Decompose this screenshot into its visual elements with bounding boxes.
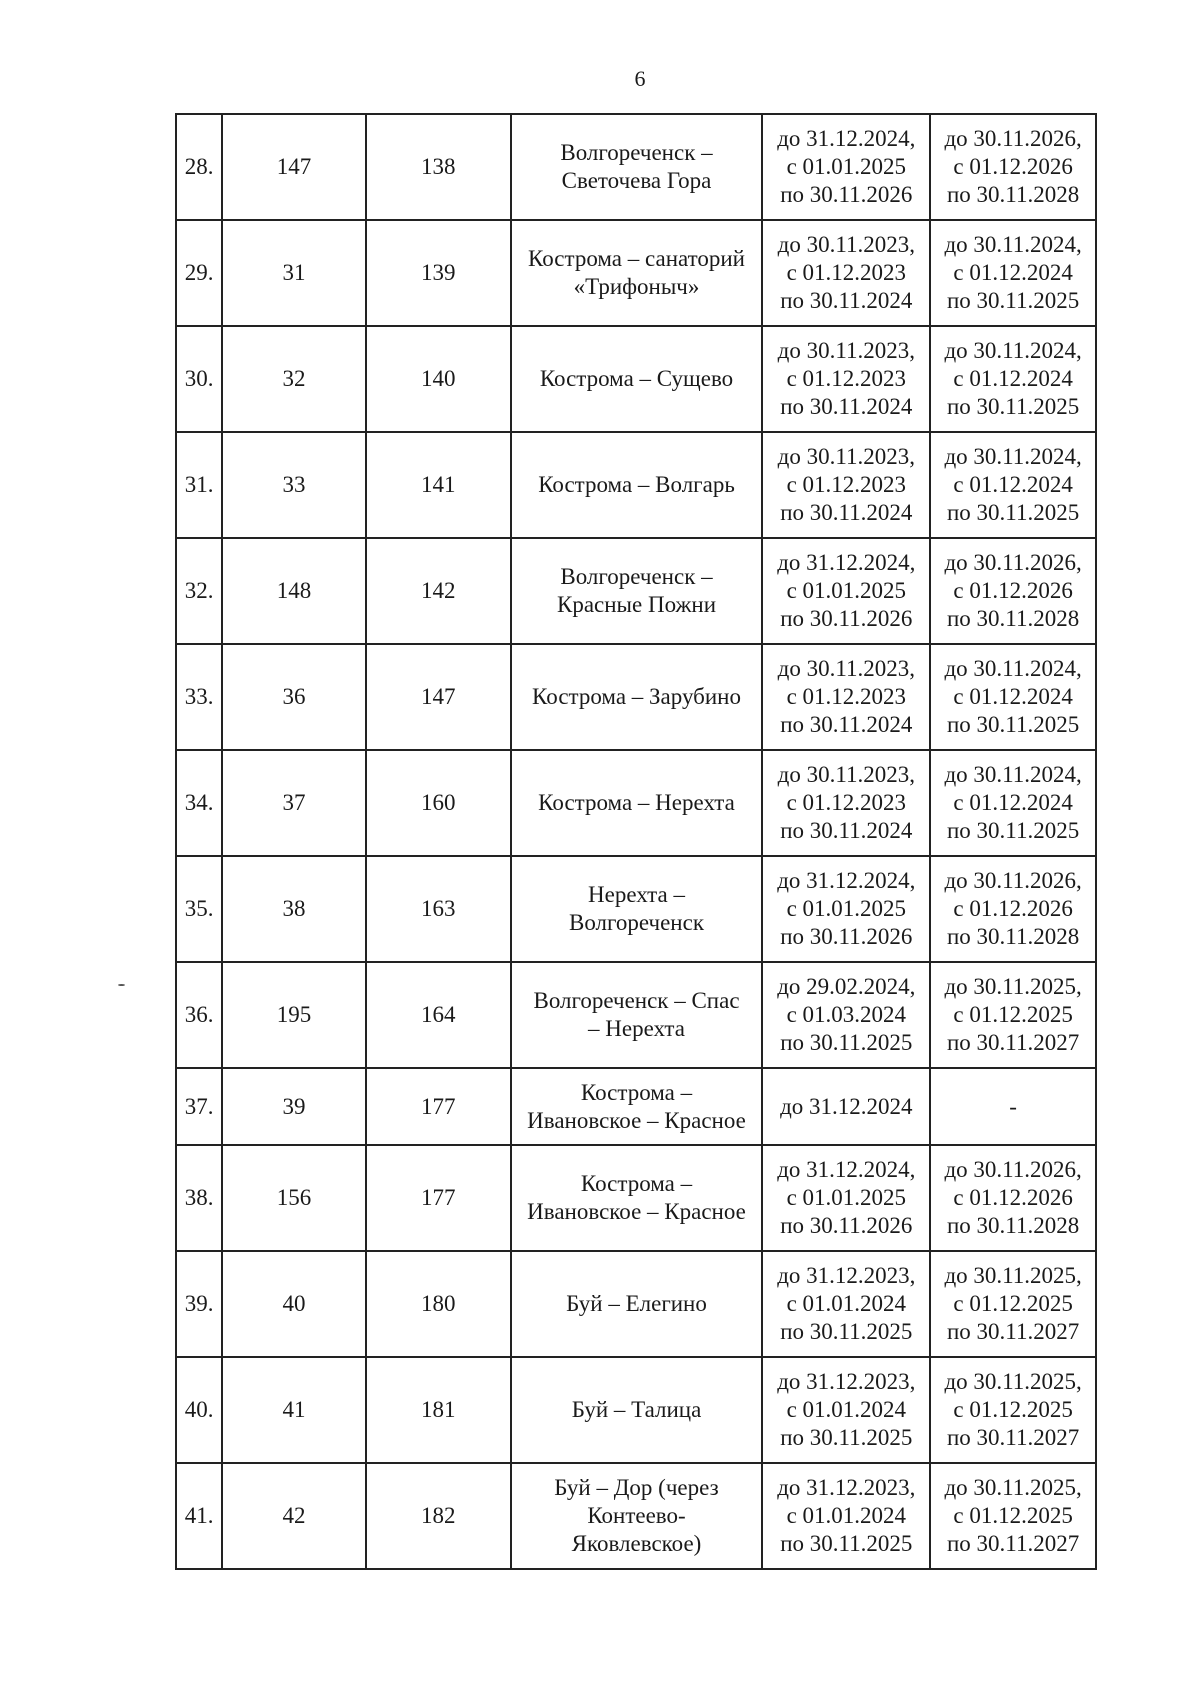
route-number-cell: 138 <box>366 114 511 220</box>
route-name-cell: Кострома – Сущево <box>511 326 763 432</box>
table-row <box>176 326 1096 432</box>
table-row <box>176 750 1096 856</box>
route-number-cell: 180 <box>366 1251 511 1357</box>
row-number-cell: 34. <box>176 750 222 856</box>
period-2-cell: до 30.11.2024, с 01.12.2024 по 30.11.2025 <box>930 750 1096 856</box>
row-number-cell: 32. <box>176 538 222 644</box>
period-2-cell: до 30.11.2026, с 01.12.2026 по 30.11.2028 <box>930 1145 1096 1251</box>
period-1-cell: до 29.02.2024, с 01.03.2024 по 30.11.2025 <box>762 962 930 1068</box>
route-register-number-cell: 195 <box>222 962 366 1068</box>
route-register-number-cell: 38 <box>222 856 366 962</box>
route-register-number-cell: 32 <box>222 326 366 432</box>
row-number-cell: 28. <box>176 114 222 220</box>
period-2-cell: до 30.11.2024, с 01.12.2024 по 30.11.2025 <box>930 326 1096 432</box>
routes-table <box>175 113 1097 1570</box>
row-number-cell: 30. <box>176 326 222 432</box>
row-number-cell: 40. <box>176 1357 222 1463</box>
row-number-cell: 29. <box>176 220 222 326</box>
table-row <box>176 1251 1096 1357</box>
period-2-cell: до 30.11.2026, с 01.12.2026 по 30.11.2028 <box>930 114 1096 220</box>
period-2-cell: до 30.11.2025, с 01.12.2025 по 30.11.2027 <box>930 1463 1096 1569</box>
route-name-cell: Кострома – Волгарь <box>511 432 763 538</box>
route-register-number-cell: 42 <box>222 1463 366 1569</box>
period-2-cell: до 30.11.2026, с 01.12.2026 по 30.11.2028 <box>930 856 1096 962</box>
route-number-cell: 141 <box>366 432 511 538</box>
route-name-cell: Нерехта – Волгореченск <box>511 856 763 962</box>
route-name-cell: Буй – Елегино <box>511 1251 763 1357</box>
page-number: 6 <box>634 66 646 91</box>
route-number-cell: 163 <box>366 856 511 962</box>
table-row <box>176 220 1096 326</box>
period-1-cell: до 31.12.2024, с 01.01.2025 по 30.11.2026 <box>762 856 930 962</box>
period-1-cell: до 31.12.2023, с 01.01.2024 по 30.11.2025 <box>762 1463 930 1569</box>
period-1-cell: до 31.12.2023, с 01.01.2024 по 30.11.2025 <box>762 1357 930 1463</box>
route-number-cell: 177 <box>366 1145 511 1251</box>
period-2-cell: - <box>930 1068 1096 1145</box>
route-number-cell: 140 <box>366 326 511 432</box>
table-row <box>176 538 1096 644</box>
route-name-cell: Волгореченск – Спас – Нерехта <box>511 962 763 1068</box>
period-2-cell: до 30.11.2026, с 01.12.2026 по 30.11.2028 <box>930 538 1096 644</box>
route-number-cell: 182 <box>366 1463 511 1569</box>
route-register-number-cell: 39 <box>222 1068 366 1145</box>
route-number-cell: 160 <box>366 750 511 856</box>
route-register-number-cell: 31 <box>222 220 366 326</box>
route-number-cell: 164 <box>366 962 511 1068</box>
table-row <box>176 1145 1096 1251</box>
period-2-cell: до 30.11.2025, с 01.12.2025 по 30.11.2027 <box>930 962 1096 1068</box>
route-name-cell: Кострома – Ивановское – Красное <box>511 1145 763 1251</box>
period-1-cell: до 31.12.2024 <box>762 1068 930 1145</box>
table-row <box>176 1068 1096 1145</box>
route-name-cell: Волгореченск – Светочева Гора <box>511 114 763 220</box>
route-name-cell: Кострома – Нерехта <box>511 750 763 856</box>
period-2-cell: до 30.11.2024, с 01.12.2024 по 30.11.2025 <box>930 432 1096 538</box>
row-number-cell: 38. <box>176 1145 222 1251</box>
table-row <box>176 644 1096 750</box>
route-register-number-cell: 148 <box>222 538 366 644</box>
period-1-cell: до 30.11.2023, с 01.12.2023 по 30.11.2024 <box>762 432 930 538</box>
row-number-cell: 41. <box>176 1463 222 1569</box>
route-number-cell: 139 <box>366 220 511 326</box>
period-1-cell: до 30.11.2023, с 01.12.2023 по 30.11.2024 <box>762 326 930 432</box>
route-name-cell: Кострома – Зарубино <box>511 644 763 750</box>
route-name-cell: Кострома – Ивановское – Красное <box>511 1068 763 1145</box>
table-row <box>176 1463 1096 1569</box>
row-number-cell: 39. <box>176 1251 222 1357</box>
route-register-number-cell: 36 <box>222 644 366 750</box>
period-2-cell: до 30.11.2024, с 01.12.2024 по 30.11.2025 <box>930 220 1096 326</box>
route-name-cell: Буй – Талица <box>511 1357 763 1463</box>
period-1-cell: до 30.11.2023, с 01.12.2023 по 30.11.2024 <box>762 750 930 856</box>
route-register-number-cell: 147 <box>222 114 366 220</box>
route-number-cell: 177 <box>366 1068 511 1145</box>
row-number-cell: 35. <box>176 856 222 962</box>
table-row <box>176 432 1096 538</box>
period-1-cell: до 31.12.2024, с 01.01.2025 по 30.11.2026 <box>762 114 930 220</box>
row-number-cell: 31. <box>176 432 222 538</box>
table-row <box>176 1357 1096 1463</box>
routes-table-body <box>176 114 1096 1569</box>
period-1-cell: до 31.12.2024, с 01.01.2025 по 30.11.2026 <box>762 538 930 644</box>
row-number-cell: 37. <box>176 1068 222 1145</box>
period-2-cell: до 30.11.2025, с 01.12.2025 по 30.11.2027 <box>930 1357 1096 1463</box>
route-name-cell: Буй – Дор (через Контеево- Яковлевское) <box>511 1463 763 1569</box>
route-register-number-cell: 33 <box>222 432 366 538</box>
route-register-number-cell: 37 <box>222 750 366 856</box>
period-1-cell: до 31.12.2024, с 01.01.2025 по 30.11.2026 <box>762 1145 930 1251</box>
row-number-cell: 33. <box>176 644 222 750</box>
table-row <box>176 962 1096 1068</box>
period-1-cell: до 30.11.2023, с 01.12.2023 по 30.11.2024 <box>762 220 930 326</box>
period-2-cell: до 30.11.2025, с 01.12.2025 по 30.11.2027 <box>930 1251 1096 1357</box>
route-register-number-cell: 40 <box>222 1251 366 1357</box>
route-name-cell: Волгореченск – Красные Пожни <box>511 538 763 644</box>
table-row <box>176 856 1096 962</box>
route-register-number-cell: 156 <box>222 1145 366 1251</box>
scan-speck <box>118 984 125 986</box>
table-row <box>176 114 1096 220</box>
route-number-cell: 147 <box>366 644 511 750</box>
period-1-cell: до 31.12.2023, с 01.01.2024 по 30.11.2025 <box>762 1251 930 1357</box>
period-2-cell: до 30.11.2024, с 01.12.2024 по 30.11.2025 <box>930 644 1096 750</box>
route-name-cell: Кострома – санаторий «Трифоныч» <box>511 220 763 326</box>
route-number-cell: 142 <box>366 538 511 644</box>
route-register-number-cell: 41 <box>222 1357 366 1463</box>
period-1-cell: до 30.11.2023, с 01.12.2023 по 30.11.2024 <box>762 644 930 750</box>
row-number-cell: 36. <box>176 962 222 1068</box>
route-number-cell: 181 <box>366 1357 511 1463</box>
